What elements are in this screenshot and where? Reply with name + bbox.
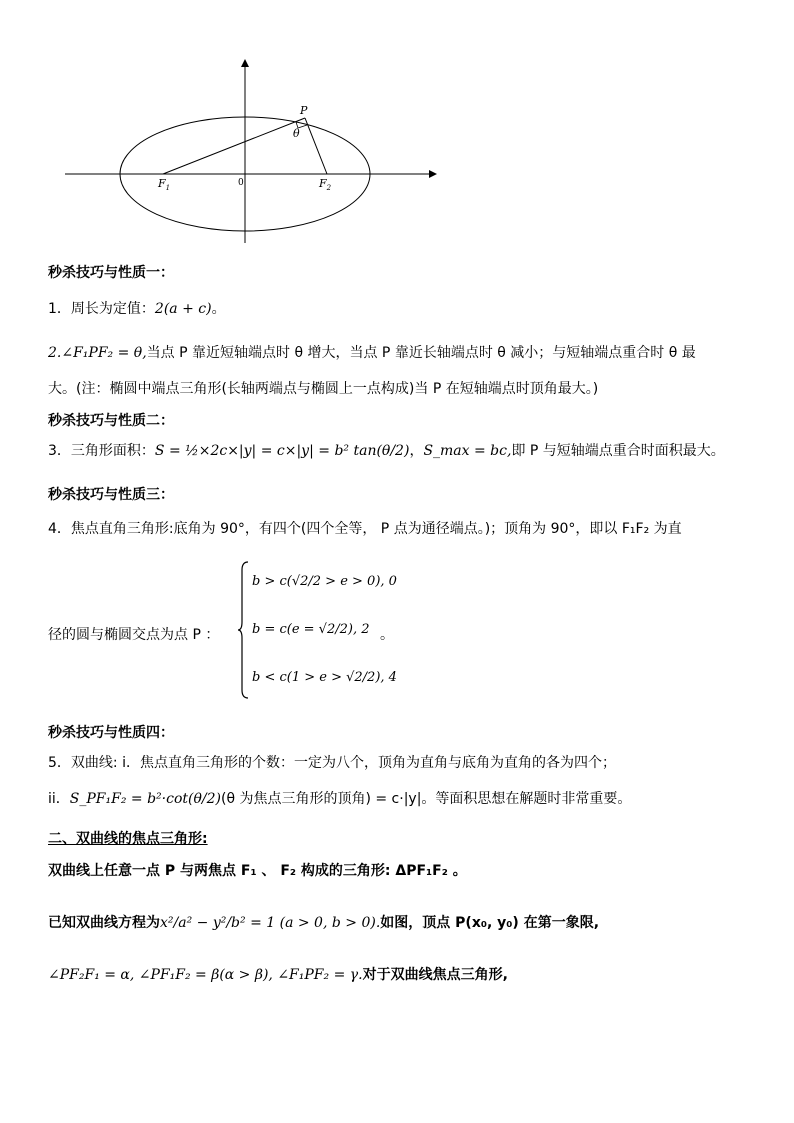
property-5: 5．双曲线: i．焦点直角三角形的个数：一定为八个，顶角为直角与底角为直角的各为四个； (48, 755, 616, 771)
label-origin: 0 (238, 178, 244, 188)
property-2-note: 大。(注：椭圆中端点三角形(长轴两端点与椭圆上一点构成)当 P 在短轴端点时顶角最大。) (48, 381, 599, 397)
property-2: 2.∠F₁PF₂ = θ,当点 P 靠近短轴端点时 θ 增大，当点 P 靠近长轴端点时 θ 减小；与短轴端点重合时 θ 最 (48, 345, 696, 361)
area-formula: S = ½×2c×|y| = c×|y| = b² tan(θ/2) (154, 443, 410, 459)
section-heading-3: 秒杀技巧与性质三： (48, 487, 174, 503)
cases-brace (238, 560, 250, 700)
label-F2: $F_2$ (319, 177, 332, 192)
case-2: b = c(e = √2/2), 2 (252, 622, 370, 637)
property-6: ii．S_PF₁F₂ = b²·cot(θ/2)(θ 为焦点三角形的顶角) = c·|y|。等面积思想在解题时非常重要。 (48, 791, 632, 807)
section-heading-5: 二、双曲线的焦点三角形: (48, 831, 208, 847)
ellipse-figure (60, 55, 450, 255)
case-3: b < c(1 > e > √2/2), 4 (252, 670, 397, 685)
segment-F2P (305, 118, 327, 174)
angles-formula: ∠PF₂F₁ = α, ∠PF₁F₂ = β(α > β), ∠F₁PF₂ = γ. (48, 967, 363, 983)
hyperbola-equation-line: 已知双曲线方程为x²/a² − y²/b² = 1 (a > 0, b > 0).如图，顶点 P(x₀, y₀) 在第一象限, (48, 915, 600, 931)
property-1: 1．周长为定值：2(a + c)。 (48, 301, 226, 317)
property-4: 4．焦点直角三角形:底角为 90°，有四个(四个全等， P 点为通径端点。)；顶角为 90°，即以 F₁F₂ 为直 (48, 521, 682, 537)
property-3: 3．三角形面积：S = ½×2c×|y| = c×|y| = b² tan(θ/2)，S_max = bc,即 P 与短轴端点重合时面积最大。 (48, 443, 725, 459)
label-P: P (300, 104, 308, 117)
cases-end: 。 (380, 627, 394, 643)
perimeter-formula: 2(a + c) (154, 301, 212, 317)
label-F1: $F_1$ (158, 177, 171, 192)
case-1: b > c(√2/2 > e > 0), 0 (252, 574, 397, 589)
hyperbola-area-formula: S_PF₁F₂ = b²·cot(θ/2) (69, 791, 221, 807)
max-area-formula: S_max = bc, (423, 443, 512, 459)
hyperbola-equation: x²/a² − y²/b² = 1 (a > 0, b > 0). (160, 915, 381, 931)
section-heading-2: 秒杀技巧与性质二： (48, 413, 174, 429)
label-theta: θ (293, 127, 300, 140)
segment-F1P (163, 118, 305, 174)
section-heading-4: 秒杀技巧与性质四： (48, 725, 174, 741)
property-4-cont: 径的圆与椭圆交点为点 P ： (48, 627, 220, 643)
angle-formula: 2.∠F₁PF₂ = θ, (48, 345, 147, 361)
hyperbola-angles-line: ∠PF₂F₁ = α, ∠PF₁F₂ = β(α > β), ∠F₁PF₂ = γ.对于双曲线焦点三角形, (48, 967, 508, 983)
section-heading-1: 秒杀技巧与性质一： (48, 265, 174, 281)
hyperbola-intro: 双曲线上任意一点 P 与两焦点 F₁ 、 F₂ 构成的三角形: ΔPF₁F₂ 。 (48, 863, 467, 879)
